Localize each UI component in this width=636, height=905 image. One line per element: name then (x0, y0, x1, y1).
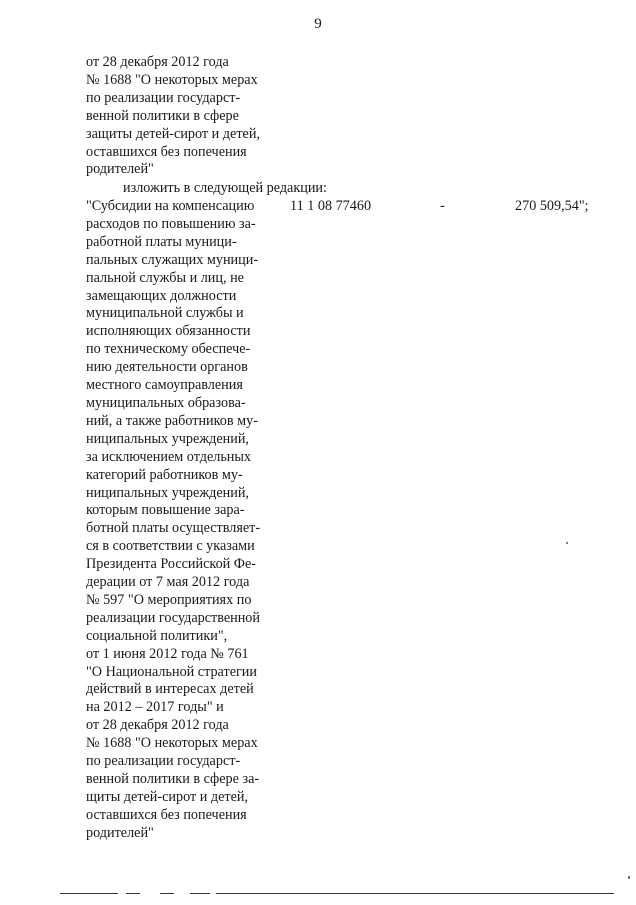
footer-rule (216, 893, 614, 894)
text-line: социальной политики", (86, 627, 228, 644)
scan-speck (566, 542, 568, 544)
empty-value-dash: - (440, 198, 445, 214)
text-line: действий в интересах детей (86, 681, 254, 698)
text-line: по реализации государст- (86, 89, 241, 106)
text-line: оставшихся без попечения (86, 806, 247, 823)
budget-code: 11 1 08 77460 (290, 198, 372, 214)
text-line: пальной службы и лиц, не (86, 269, 244, 286)
text-line: по техническому обеспече- (86, 341, 251, 358)
text-line: ботной платы осуществляет- (86, 520, 261, 537)
text-line: пальных служащих муници- (86, 251, 259, 268)
scan-speck (628, 876, 630, 879)
text-line: № 597 "О мероприятиях по (86, 591, 252, 608)
text-line: ниципальных учреждений, (86, 430, 249, 447)
text-line: по реализации государст- (86, 753, 241, 770)
text-line: "О Национальной стратегии (86, 663, 257, 680)
text-line: местного самоуправления (86, 377, 243, 394)
footer-rule (160, 893, 174, 894)
text-line: ся в соответствии с указами (86, 538, 255, 555)
footer-rule (190, 893, 210, 894)
text-line: дерации от 7 мая 2012 года (86, 574, 250, 591)
text-line: реализации государственной (86, 609, 260, 626)
footer-rule (126, 893, 140, 894)
text-line: "Субсидии на компенсацию (86, 198, 255, 214)
text-line: нию деятельности органов (86, 359, 248, 376)
text-line: оставшихся без попечения (86, 143, 247, 160)
text-line: родителей" (86, 824, 154, 841)
text-line: расходов по повышению за- (86, 215, 256, 232)
text-line: защиты детей-сирот и детей, (86, 125, 260, 142)
intro-text: изложить в следующей редакции: (123, 180, 327, 196)
text-line: от 28 декабря 2012 года (86, 717, 229, 734)
text-line: венной политики в сфере (86, 107, 239, 124)
text-line: которым повышение зара- (86, 502, 245, 519)
entry-description (86, 198, 286, 843)
text-line: работной платы муници- (86, 233, 237, 250)
text-line: родителей" (86, 161, 154, 178)
text-line: муниципальной службы и (86, 305, 244, 322)
text-line: венной политики в сфере за- (86, 771, 260, 787)
text-line: исполняющих обязанности (86, 323, 251, 340)
text-line: ний, а также работников му- (86, 412, 258, 429)
text-line: № 1688 "О некоторых мерах (86, 71, 258, 88)
text-line: Президента Российской Фе- (86, 556, 257, 573)
text-line: № 1688 "О некоторых мерах (86, 735, 258, 752)
text-line: на 2012 – 2017 годы" и (86, 699, 224, 716)
text-line: муниципальных образова- (86, 394, 246, 411)
text-line: замещающих должности (86, 287, 237, 304)
text-line: ниципальных учреждений, (86, 484, 249, 501)
amount-value: 270 509,54"; (515, 198, 589, 214)
top-text-block (86, 54, 286, 179)
text-line: от 1 июня 2012 года № 761 (86, 645, 249, 662)
text-line: от 28 декабря 2012 года (86, 54, 229, 70)
text-line: щиты детей-сирот и детей, (86, 788, 249, 805)
footer-rule (60, 893, 118, 894)
text-line: за исключением отдельных (86, 448, 252, 465)
page-number: 9 (314, 16, 322, 32)
text-line: категорий работников му- (86, 466, 243, 483)
